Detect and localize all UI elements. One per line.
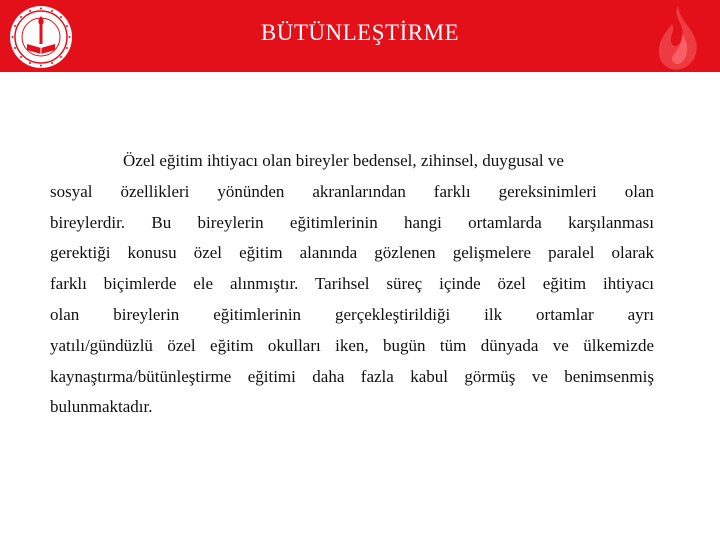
paragraph-line: bulunmaktadır. — [50, 397, 153, 417]
paragraph-line: Özel eğitim ihtiyacı olan bireyler bedensel, zihinsel, duygusal ve — [123, 151, 564, 170]
paragraph-line: farklı biçimlerde ele alınmıştır. Tarihsel süreç içinde özel eğitim ihtiyacı — [50, 274, 654, 294]
title-banner — [0, 0, 720, 72]
paragraph-line: gerektiği konusu özel eğitim alanında gözlenen gelişmelere paralel olarak — [50, 243, 654, 263]
paragraph-line: sosyal özellikleri yönünden akranlarından farklı gereksinimleri olan — [50, 181, 654, 201]
paragraph-line: bireylerdir. Bu bireylerin eğitimlerinin hangi ortamlarda karşılanması — [50, 212, 654, 232]
flame-icon — [638, 4, 708, 72]
paragraph-line: olan bireylerin eğitimlerinin gerçekleştirildiği ilk ortamlar ayrı — [50, 304, 654, 324]
paragraph-line: kaynaştırma/bütünleştirme eğitimi daha fazla kabul görmüş ve benimsenmiş — [50, 366, 654, 386]
paragraph-line: yatılı/gündüzlü özel eğitim okulları iken, bugün tüm dünyada ve ülkemizde — [50, 335, 654, 355]
body-paragraph — [50, 146, 654, 423]
page-title: BÜTÜNLEŞTİRME — [260, 20, 460, 45]
